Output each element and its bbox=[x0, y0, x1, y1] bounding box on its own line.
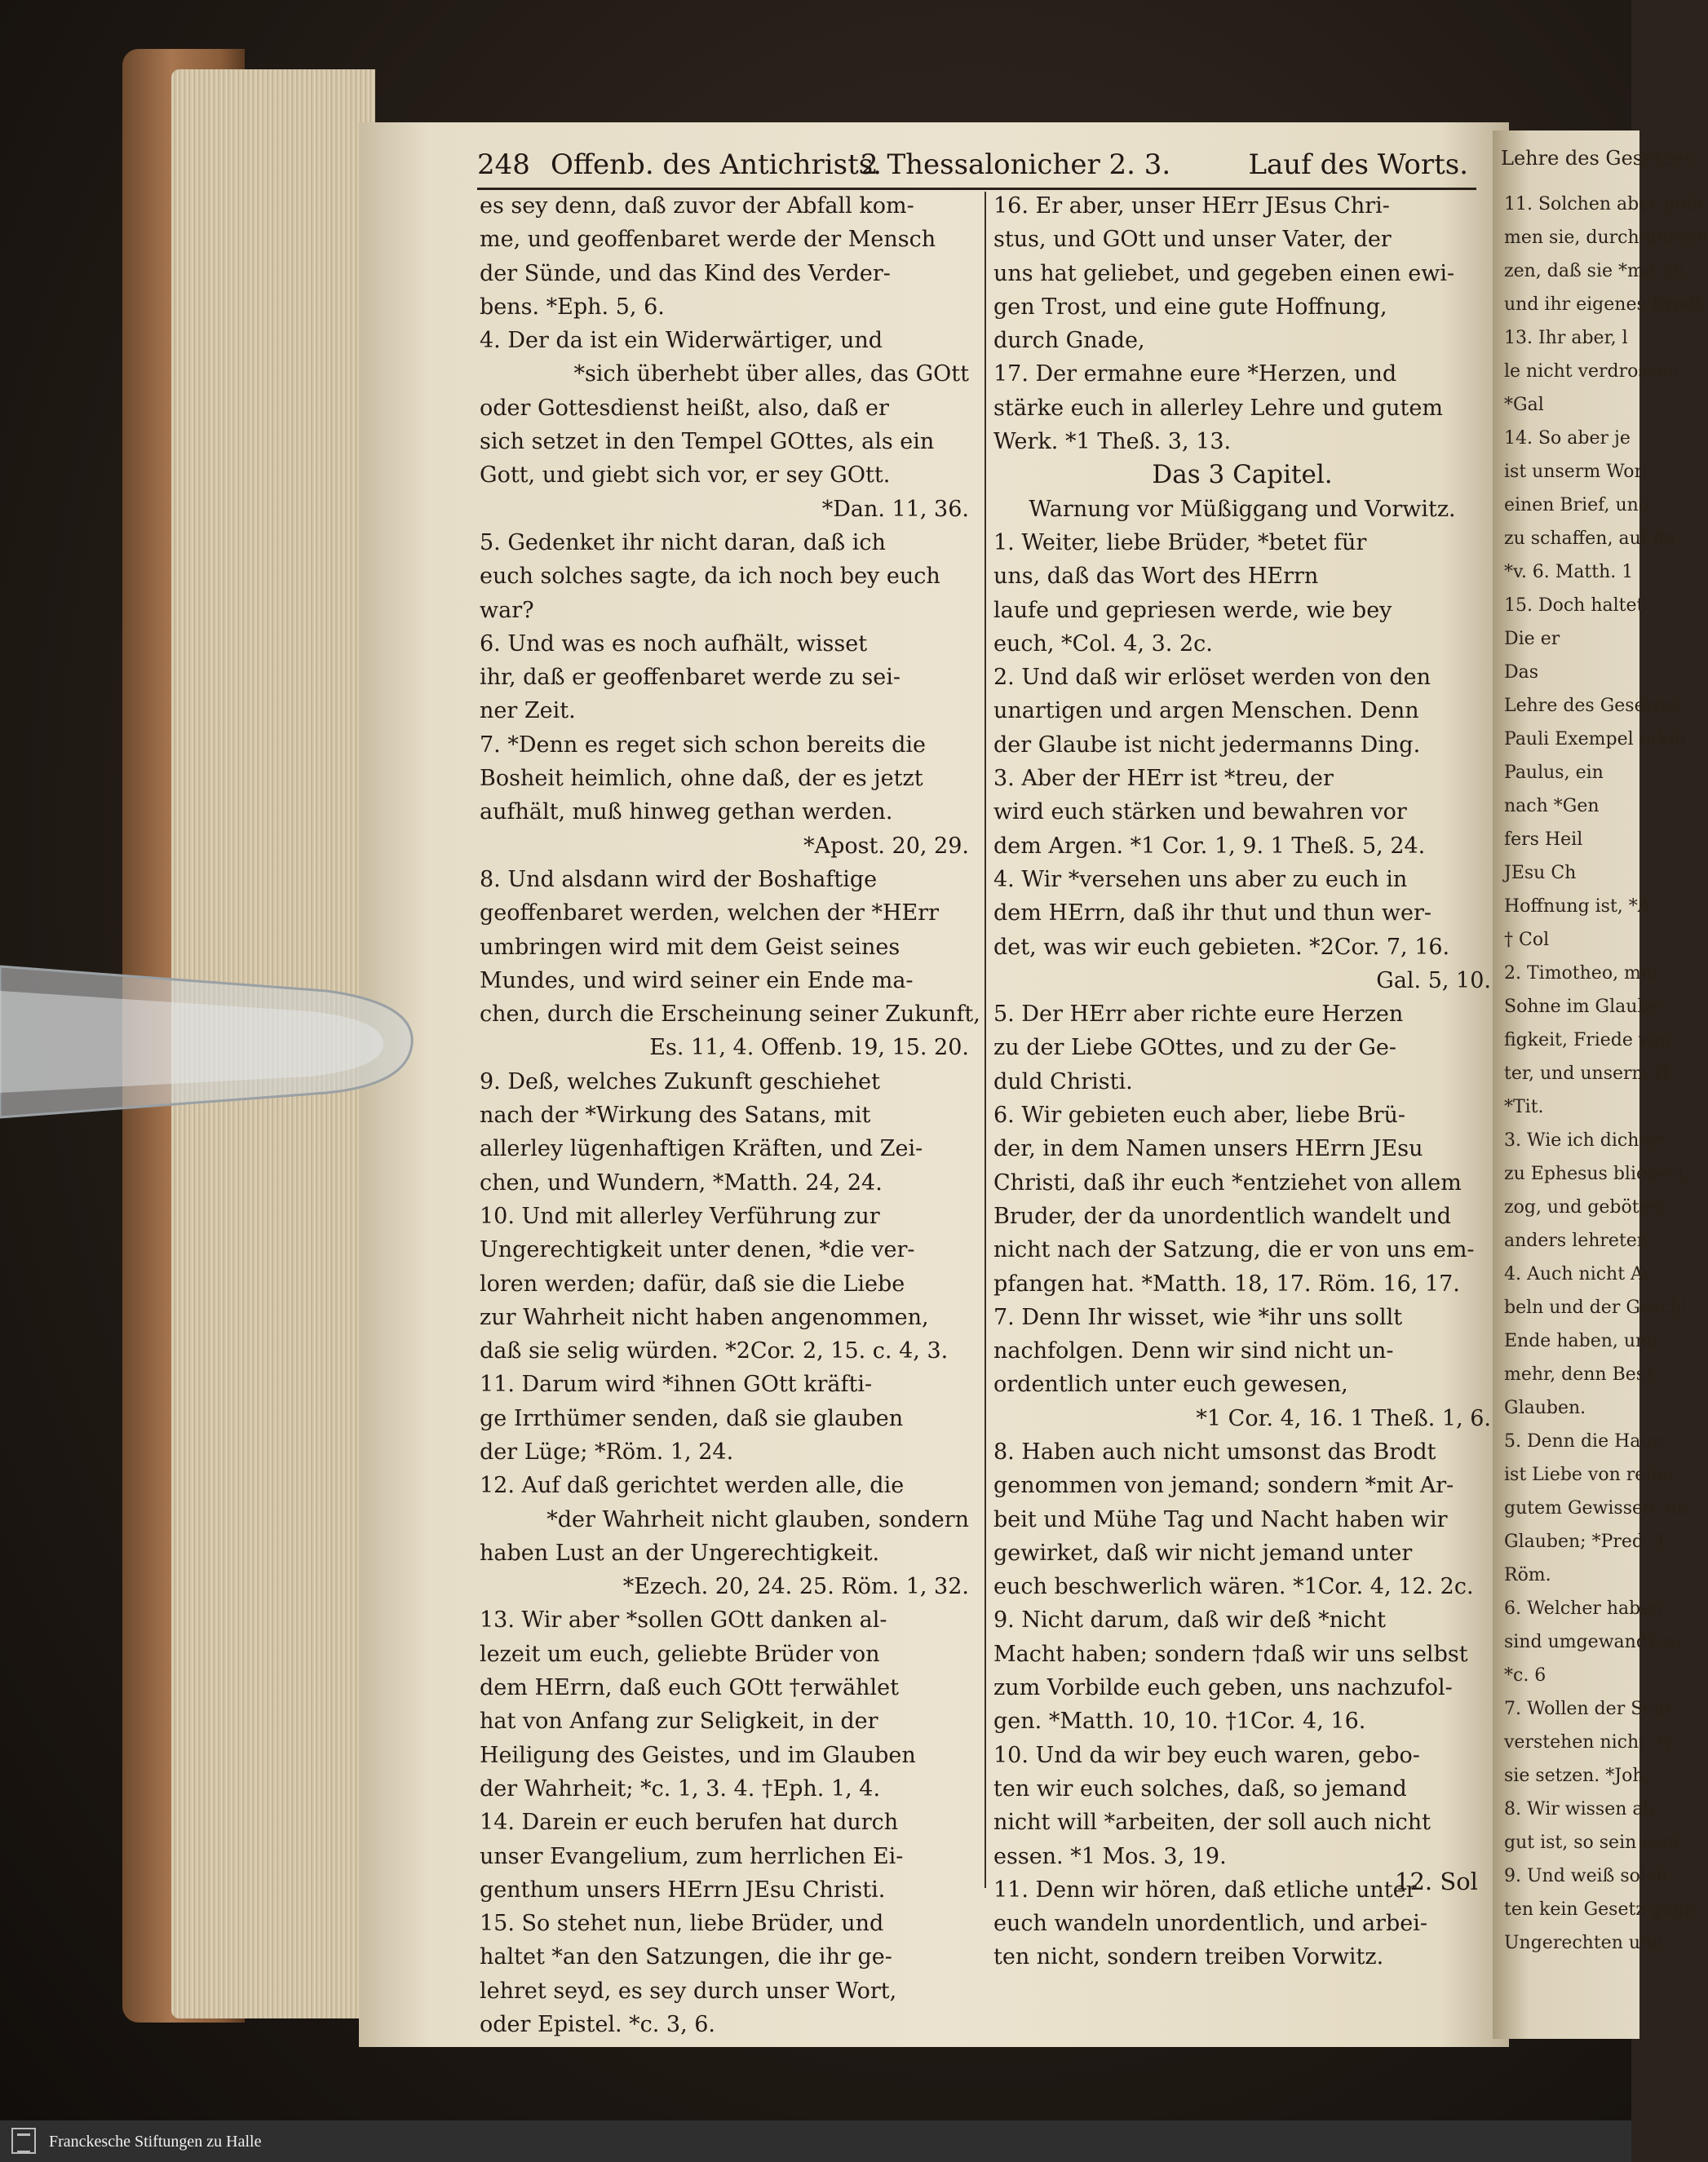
right-column-line: det, was wir euch gebieten. *2Cor. 7, 16. bbox=[993, 934, 1450, 960]
adjacent-page-line: ist unserm Wort, bbox=[1504, 462, 1656, 482]
adjacent-page-line: 5. Denn die Haup bbox=[1504, 1431, 1664, 1452]
right-column-line: zu der Liebe GOttes, und zu der Ge- bbox=[993, 1035, 1397, 1061]
right-column-line: euch wandeln unordentlich, und arbei- bbox=[993, 1911, 1427, 1937]
left-column-line: euch solches sagte, da ich noch bey euch bbox=[480, 564, 940, 590]
right-column-line: Macht haben; sondern †daß wir uns selbst bbox=[993, 1641, 1468, 1667]
right-column-line: euch beschwerlich wären. *1Cor. 4, 12. 2c. bbox=[993, 1574, 1474, 1600]
right-column-line: 17. Der ermahne eure *Herzen, und bbox=[993, 361, 1397, 387]
left-column-line: 5. Gedenket ihr nicht daran, daß ich bbox=[480, 529, 886, 555]
adjacent-page-line: le nicht verdrossen bbox=[1504, 361, 1679, 382]
left-column-line: 14. Darein er euch berufen hat durch bbox=[480, 1810, 899, 1836]
left-column-line: unser Evangelium, zum herrlichen Ei- bbox=[480, 1843, 904, 1869]
adjacent-page-line: Ende haben, und bbox=[1504, 1331, 1659, 1351]
left-column-line: *Dan. 11, 36. bbox=[821, 496, 969, 522]
adjacent-page-line: ist Liebe von reine bbox=[1504, 1465, 1674, 1485]
adjacent-page-line: Glauben. bbox=[1504, 1398, 1586, 1418]
adjacent-page-line: Glauben; *Pred. 1 bbox=[1504, 1532, 1666, 1552]
page-clip bbox=[0, 942, 424, 1146]
right-column-line: gen Trost, und eine gute Hoffnung, bbox=[993, 294, 1387, 320]
right-column-line: wird euch stärken und bewahren vor bbox=[993, 799, 1407, 825]
adjacent-page-line: Pauli Exempel erklä bbox=[1504, 729, 1686, 749]
adjacent-page-line: 13. Ihr aber, l bbox=[1504, 328, 1628, 348]
right-column-line: ten nicht, sondern treiben Vorwitz. bbox=[993, 1944, 1384, 1970]
left-column-line: hat von Anfang zur Seligkeit, in der bbox=[480, 1709, 878, 1735]
left-column-line: allerley lügenhaftigen Kräften, und Zei- bbox=[480, 1136, 923, 1162]
left-column-line: *Ezech. 20, 24. 25. Röm. 1, 32. bbox=[622, 1574, 969, 1600]
running-head-left: Offenb. des Antichrists. bbox=[551, 148, 882, 181]
left-column-line: 15. So stehet nun, liebe Brüder, und bbox=[480, 1911, 884, 1937]
adjacent-page-line: *Gal bbox=[1504, 395, 1544, 415]
left-column-line: lezeit um euch, geliebte Brüder von bbox=[480, 1641, 880, 1667]
left-column-line: der Sünde, und das Kind des Verder- bbox=[480, 260, 891, 286]
adjacent-page-line: Ungerechten und bbox=[1504, 1933, 1664, 1953]
left-column-line: Mundes, und wird seiner ein Ende ma- bbox=[480, 967, 914, 993]
left-column-line: 13. Wir aber *sollen GOtt danken al- bbox=[480, 1607, 887, 1634]
catchword: 12. Sol bbox=[1395, 1868, 1478, 1895]
left-column-line: lehret seyd, es sey durch unser Wort, bbox=[480, 1978, 897, 2004]
right-column-line: Warnung vor Müßiggang und Vorwitz. bbox=[1029, 496, 1456, 522]
left-column-line: ner Zeit. bbox=[480, 698, 576, 724]
right-column-line: nachfolgen. Denn wir sind nicht un- bbox=[993, 1338, 1394, 1364]
right-column-line: Bruder, der da unordentlich wandelt und bbox=[993, 1203, 1452, 1229]
adjacent-page-line: 7. Wollen der Schr bbox=[1504, 1699, 1674, 1719]
right-column-line: 2. Und daß wir erlöset werden von den bbox=[993, 665, 1431, 691]
left-column-line: dem HErrn, daß euch GOtt †erwählet bbox=[480, 1675, 899, 1701]
left-column-line: chen, und Wundern, *Matth. 24, 24. bbox=[480, 1169, 883, 1196]
running-head-right: Lauf des Worts. bbox=[1248, 148, 1468, 181]
right-column-line: genommen von jemand; sondern *mit Ar- bbox=[993, 1473, 1454, 1499]
adjacent-page-line: Röm. bbox=[1504, 1565, 1551, 1585]
running-head-center: 2 Thessalonicher 2. 3. bbox=[861, 148, 1171, 181]
right-column-line: beit und Mühe Tag und Nacht haben wir bbox=[993, 1506, 1448, 1532]
right-column-line: dem HErrn, daß ihr thut und thun wer- bbox=[993, 900, 1432, 926]
left-column-line: Gott, und giebt sich vor, er sey GOtt. bbox=[480, 462, 891, 489]
left-column-line: *sich überhebt über alles, das GOtt bbox=[573, 361, 969, 387]
right-column-line: 16. Er aber, unser HErr JEsus Chri- bbox=[993, 193, 1390, 219]
right-column-line: gen. *Matth. 10, 10. †1Cor. 4, 16. bbox=[993, 1709, 1366, 1735]
left-column-line: 12. Auf daß gerichtet werden alle, die bbox=[480, 1473, 905, 1499]
right-column-line: Werk. *1 Theß. 3, 13. bbox=[993, 429, 1232, 455]
adjacent-page-line: 6. Welcher haben bbox=[1504, 1598, 1663, 1619]
right-column-line: 11. Denn wir hören, daß etliche unter bbox=[993, 1877, 1417, 1903]
left-column-line: 9. Deß, welches Zukunft geschiehet bbox=[480, 1068, 880, 1094]
right-column-line: zum Vorbilde euch geben, uns nachzufol- bbox=[993, 1675, 1453, 1701]
adjacent-page-line: zu Ephesus bliebest, bbox=[1504, 1164, 1692, 1184]
adjacent-page-line: Die er bbox=[1504, 629, 1560, 649]
running-head bbox=[477, 145, 1476, 190]
adjacent-page-line: 15. Doch haltet bbox=[1504, 595, 1644, 616]
adjacent-page-line: verstehen nicht, w bbox=[1504, 1732, 1673, 1753]
right-column-line: der Glaube ist nicht jedermanns Ding. bbox=[993, 732, 1421, 758]
right-column-line: pfangen hat. *Matth. 18, 17. Röm. 16, 17. bbox=[993, 1271, 1460, 1297]
right-column-line: uns hat geliebet, und gegeben einen ewi- bbox=[993, 260, 1455, 286]
adjacent-page-line: Sohne im Glaube bbox=[1504, 997, 1660, 1017]
adjacent-page-line: anders lehreten, bbox=[1504, 1231, 1654, 1251]
right-column-line: unartigen und argen Menschen. Denn bbox=[993, 698, 1419, 724]
left-column-line: loren werden; dafür, daß sie die Liebe bbox=[480, 1271, 905, 1297]
left-column-line: der Lüge; *Röm. 1, 24. bbox=[480, 1439, 734, 1465]
adjacent-page-line: und ihr eigenes Brodt bbox=[1504, 294, 1703, 315]
adjacent-page bbox=[1493, 130, 1708, 2039]
adjacent-page-line: gut ist, so sein sem bbox=[1504, 1833, 1679, 1853]
right-column-line: dem Argen. *1 Cor. 1, 9. 1 Theß. 5, 24. bbox=[993, 833, 1426, 859]
left-text-column bbox=[480, 189, 980, 2041]
adjacent-page-line: beln und der Geschl bbox=[1504, 1298, 1688, 1318]
adjacent-page-line: Das bbox=[1504, 662, 1539, 683]
right-column-line: *1 Cor. 4, 16. 1 Theß. 1, 6. bbox=[1196, 1405, 1491, 1431]
right-column-line: 10. Und da wir bey euch waren, gebo- bbox=[993, 1742, 1420, 1768]
adjacent-page-line: zu schaffen, auf da bbox=[1504, 528, 1676, 549]
left-column-line: 10. Und mit allerley Verführung zur bbox=[480, 1203, 880, 1229]
adjacent-page-line: Lehre des Gesetzes bbox=[1504, 696, 1682, 716]
adjacent-page-line: ter, und unserm H bbox=[1504, 1063, 1670, 1084]
left-column-line: umbringen wird mit dem Geist seines bbox=[480, 934, 900, 960]
left-column-line: geoffenbaret werden, welchen der *HErr bbox=[480, 900, 940, 926]
left-column-line: aufhält, muß hinweg gethan werden. bbox=[480, 799, 893, 825]
right-column-line: durch Gnade, bbox=[993, 328, 1145, 354]
right-column-line: 3. Aber der HErr ist *treu, der bbox=[993, 766, 1334, 792]
left-column-line: *der Wahrheit nicht glauben, sondern bbox=[546, 1506, 969, 1532]
left-column-line: 8. Und alsdann wird der Boshaftige bbox=[480, 866, 878, 892]
left-column-line: 7. *Denn es reget sich schon bereits die bbox=[480, 732, 926, 758]
right-column-line: duld Christi. bbox=[993, 1068, 1133, 1094]
right-column-line: gewirket, daß wir nicht jemand unter bbox=[993, 1540, 1413, 1566]
right-column-line: euch, *Col. 4, 3. 2c. bbox=[993, 630, 1213, 657]
right-column-line: uns, daß das Wort des HErrn bbox=[993, 564, 1319, 590]
adjacent-page-line: gutem Gewissen, un bbox=[1504, 1498, 1689, 1519]
adjacent-page-line: JEsu Ch bbox=[1504, 863, 1577, 883]
adjacent-page-line: zog, und gebötest bbox=[1504, 1197, 1666, 1218]
adjacent-page-line: zen, daß sie *mit sti bbox=[1504, 261, 1685, 281]
left-column-line: genthum unsers HErrn JEsu Christi. bbox=[480, 1877, 886, 1903]
adjacent-page-line: *v. 6. Matth. 1 bbox=[1504, 562, 1634, 582]
adjacent-page-line: *c. 6 bbox=[1504, 1665, 1546, 1686]
institution-logo-icon bbox=[11, 2128, 36, 2154]
footer-text: Franckesche Stiftungen zu Halle bbox=[49, 2133, 262, 2151]
left-column-line: Ungerechtigkeit unter denen, *die ver- bbox=[480, 1237, 915, 1263]
page-number: 248 bbox=[477, 148, 530, 181]
adjacent-page-line: † Col bbox=[1504, 930, 1550, 950]
left-column-line: 6. Und was es noch aufhält, wisset bbox=[480, 630, 868, 657]
left-column-line: daß sie selig würden. *2Cor. 2, 15. c. 4, 3. bbox=[480, 1338, 949, 1364]
right-column-line: laufe und gepriesen werde, wie bey bbox=[993, 597, 1392, 623]
right-column-line: 6. Wir gebieten euch aber, liebe Brü- bbox=[993, 1103, 1405, 1129]
left-column-line: sich setzet in den Tempel GOttes, als ein bbox=[480, 429, 935, 455]
right-column-line: Das 3 Capitel. bbox=[1152, 460, 1333, 490]
right-column-line: nicht nach der Satzung, die er von uns em- bbox=[993, 1237, 1475, 1263]
left-column-line: 4. Der da ist ein Widerwärtiger, und bbox=[480, 328, 883, 354]
left-column-line: me, und geoffenbaret werde der Mensch bbox=[480, 227, 936, 253]
adjacent-page-line: 4. Auch nicht Ac bbox=[1504, 1264, 1654, 1284]
adjacent-page-line: men sie, durch unsern bbox=[1504, 228, 1708, 248]
right-column-line: 9. Nicht darum, daß wir deß *nicht bbox=[993, 1607, 1386, 1634]
left-column-line: ihr, daß er geoffenbaret werde zu sei- bbox=[480, 665, 900, 691]
right-column-line: Gal. 5, 10. bbox=[1376, 967, 1491, 993]
adjacent-page-line: Paulus, ein bbox=[1504, 763, 1604, 783]
right-column-line: der, in dem Namen unsers HErrn JEsu bbox=[993, 1136, 1423, 1162]
left-column-line: zur Wahrheit nicht haben angenommen, bbox=[480, 1304, 929, 1330]
left-column-line: bens. *Eph. 5, 6. bbox=[480, 294, 665, 320]
adjacent-page-line: figkeit, Friede von bbox=[1504, 1030, 1671, 1050]
right-column-line: 7. Denn Ihr wisset, wie *ihr uns sollt bbox=[993, 1304, 1403, 1330]
right-column-line: ordentlich unter euch gewesen, bbox=[993, 1372, 1348, 1398]
left-column-line: der Wahrheit; *c. 1, 3. 4. †Eph. 1, 4. bbox=[480, 1775, 881, 1802]
left-column-line: war? bbox=[480, 597, 534, 623]
right-column-line: stärke euch in allerley Lehre und gutem bbox=[993, 395, 1443, 421]
left-column-line: *Apost. 20, 29. bbox=[803, 833, 969, 859]
left-column-line: oder Epistel. *c. 3, 6. bbox=[480, 2012, 716, 2038]
left-column-line: Es. 11, 4. Offenb. 19, 15. 20. bbox=[649, 1035, 969, 1061]
adjacent-page-line: 3. Wie ich dich er bbox=[1504, 1130, 1664, 1151]
adjacent-page-line: 8. Wir wissen ab bbox=[1504, 1799, 1655, 1819]
left-column-line: ge Irrthümer senden, daß sie glauben bbox=[480, 1405, 904, 1431]
footer-bar bbox=[0, 2120, 1631, 2162]
right-column-line: 5. Der HErr aber richte eure Herzen bbox=[993, 1001, 1404, 1028]
adjacent-page-line: 11. Solchen aber gebi bbox=[1504, 194, 1703, 214]
left-column-line: Bosheit heimlich, ohne daß, der es jetzt bbox=[480, 766, 923, 792]
right-column-line: 1. Weiter, liebe Brüder, *betet für bbox=[993, 529, 1367, 555]
adjacent-page-line: nach *Gen bbox=[1504, 796, 1600, 816]
adjacent-page-line: 14. So aber je bbox=[1504, 428, 1631, 449]
right-column-line: ten wir euch solches, daß, so jemand bbox=[993, 1775, 1407, 1802]
right-column-line: Christi, daß ihr euch *entziehet von allem bbox=[993, 1169, 1462, 1196]
left-column-line: haben Lust an der Ungerechtigkeit. bbox=[480, 1540, 880, 1566]
adjacent-page-line: sie setzen. *Joh. bbox=[1504, 1766, 1650, 1786]
left-column-line: haltet *an den Satzungen, die ihr ge- bbox=[480, 1944, 892, 1970]
right-text-column bbox=[993, 189, 1491, 1974]
adjacent-page-line: *Tit. bbox=[1504, 1097, 1544, 1117]
adjacent-page-line: sind umgewandt zu bbox=[1504, 1632, 1682, 1652]
adjacent-page-line: ten kein Gesetz gege bbox=[1504, 1899, 1696, 1920]
adjacent-page-line: mehr, denn Bess bbox=[1504, 1364, 1655, 1385]
left-column-line: 11. Darum wird *ihnen GOtt kräfti- bbox=[480, 1372, 873, 1398]
adjacent-page-line: 2. Timotheo, mei bbox=[1504, 963, 1657, 984]
right-column-line: essen. *1 Mos. 3, 19. bbox=[993, 1843, 1227, 1869]
adjacent-page-head: Lehre des Gesetzes bbox=[1501, 147, 1695, 170]
column-rule bbox=[985, 192, 986, 1888]
left-column-line: nach der *Wirkung des Satans, mit bbox=[480, 1103, 871, 1129]
left-column-line: oder Gottesdienst heißt, also, daß er bbox=[480, 395, 889, 421]
left-column-line: chen, durch die Erscheinung seiner Zukunft, bbox=[480, 1001, 980, 1028]
adjacent-page-line: 9. Und weiß solch bbox=[1504, 1866, 1668, 1886]
adjacent-page-line: fers Heil bbox=[1504, 829, 1583, 850]
right-column-line: nicht will *arbeiten, der soll auch nicht bbox=[993, 1810, 1431, 1836]
left-column-line: es sey denn, daß zuvor der Abfall kom- bbox=[480, 193, 914, 219]
right-column-line: 8. Haben auch nicht umsonst das Brodt bbox=[993, 1439, 1436, 1465]
left-column-line: Heiligung des Geistes, und im Glauben bbox=[480, 1742, 916, 1768]
right-column-line: stus, und GOtt und unser Vater, der bbox=[993, 227, 1392, 253]
right-column-line: 4. Wir *versehen uns aber zu euch in bbox=[993, 866, 1408, 892]
adjacent-page-line: Hoffnung ist, *A bbox=[1504, 896, 1651, 917]
adjacent-page-text bbox=[1493, 188, 1708, 1960]
adjacent-page-line: einen Brief, und bbox=[1504, 495, 1650, 515]
